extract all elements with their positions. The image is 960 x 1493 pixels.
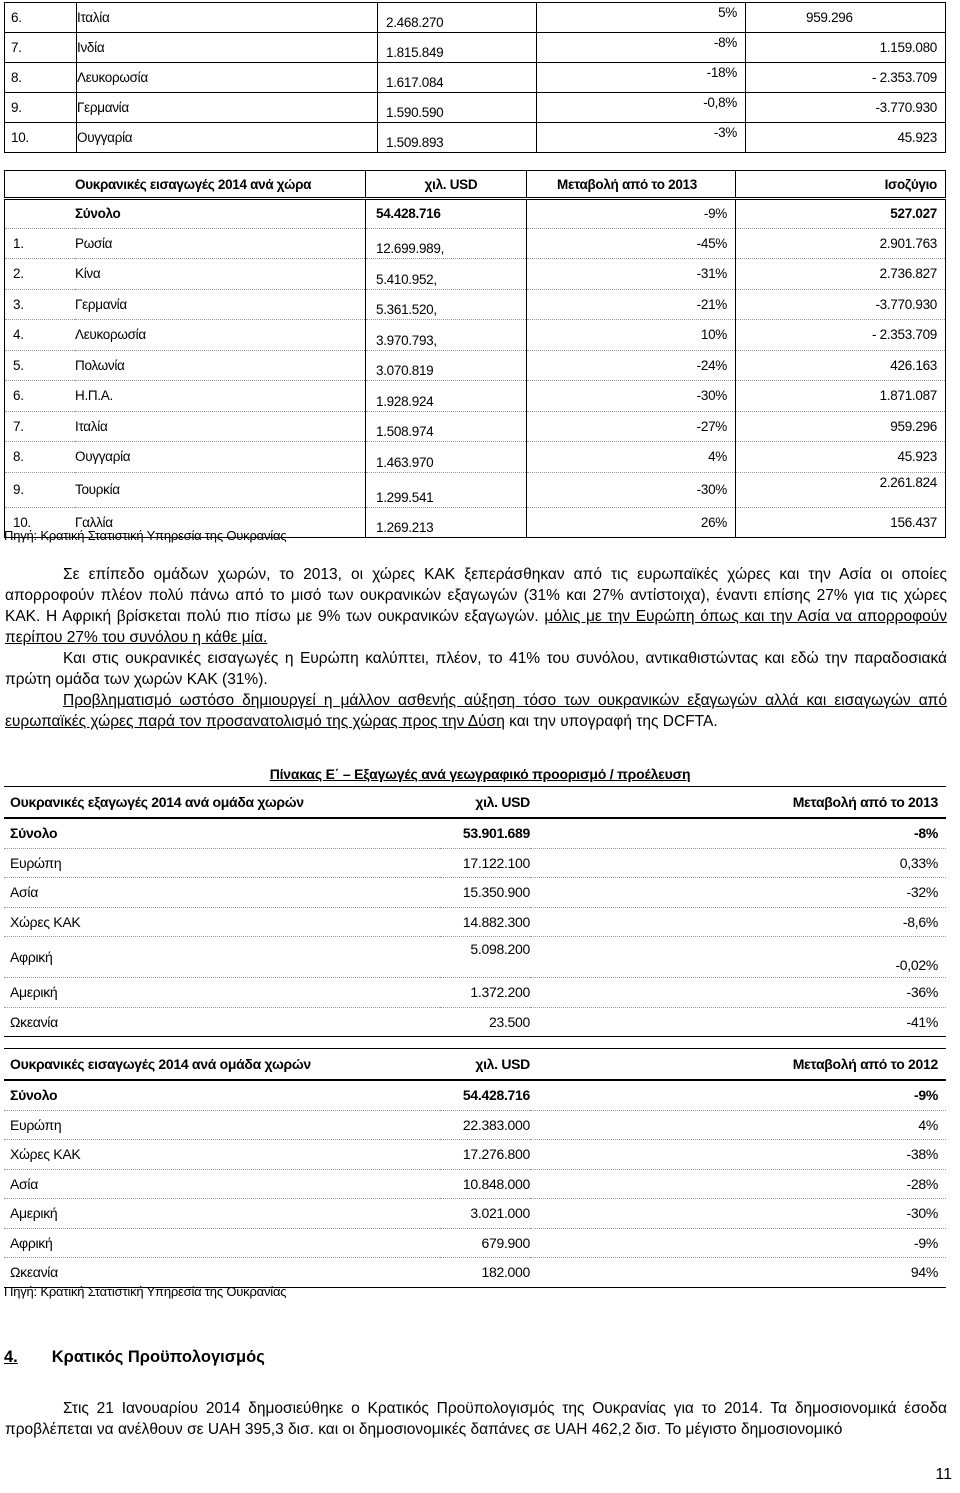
column-header: χιλ. USD <box>440 787 530 819</box>
source-note: Πηγή: Κρατική Στατιστική Υπηρεσία της Ουκρανίας <box>4 528 287 543</box>
column-header: Μεταβολή από το 2013 <box>530 787 946 819</box>
table-row: Αμερική 3.021.000 -30% <box>4 1199 946 1229</box>
paragraph-1c: μόλις με την Ευρώπη όπως και την Ασία να απορροφούν περίπου 27% του συνόλου η κάθε μία. <box>5 608 947 646</box>
paragraph-1b: Η Αφρική βρίσκεται πολύ πιο πίσω με 9% των ουκρανικών εξαγωγών. <box>46 608 539 625</box>
table-row: 6. Η.Π.Α. 1.928.924 -30% 1.871.087 <box>5 381 946 412</box>
imports-by-country-table <box>4 170 946 538</box>
table-header-row <box>4 1049 946 1081</box>
country-cell: Γερμανία <box>77 93 378 123</box>
table-row: 5. Πολωνία 3.070.819 -24% 426.163 <box>5 350 946 381</box>
table-row: 8. Ουγγαρία 1.463.970 4% 45.923 <box>5 442 946 473</box>
country-cell: Ινδία <box>77 33 378 63</box>
exports-by-group-table <box>4 786 946 1037</box>
table-row: 8. Λευκορωσία 1.617.084 -18% - 2.353.709 <box>5 63 946 93</box>
table-row: 7. Ιταλία 1.508.974 -27% 959.296 <box>5 411 946 442</box>
table-row: Ωκεανία 182.000 94% <box>4 1258 946 1288</box>
table-row: Αφρική 679.900 -9% <box>4 1228 946 1258</box>
table-row: 9. Γερμανία 1.590.590 -0,8% -3.770.930 <box>5 93 946 123</box>
budget-paragraph: Στις 21 Ιανουαρίου 2014 δημοσιεύθηκε ο Κρατικός Προϋπολογισμός της Ουκρανίας για το 2014. Τα δημοσιονομικά έσοδα προβλέπεται να ανέλθουν σε UAH 395,3 δισ. και οι δημοσιονομικές δαπάνες σε UAH 462,2 δισ. Το μέγιστο δημοσιονομικό <box>5 1400 947 1438</box>
column-header: Ουκρανικές εισαγωγές 2014 ανά ομάδα χωρών <box>4 1049 440 1081</box>
table-row: 1. Ρωσία 12.699.989, -45% 2.901.763 <box>5 228 946 259</box>
table-row: Ωκεανία 23.500 -41% <box>4 1007 946 1037</box>
column-header: Ουκρανικές εξαγωγές 2014 ανά ομάδα χωρών <box>4 787 440 819</box>
paragraph-1: Σε επίπεδο ομάδων χωρών, το 2013, οι χώρες ΚΑΚ ξεπεράσθηκαν από τις ευρωπαϊκές χώρες και την Ασία οι οποίες απορροφούν πλέον πολύ πάνω από το μισό των ουκρανικών εξαγωγών (31% και 27% αντίστοιχα), έναντι επίσης 27% για τις χώρες ΚΑΚ. <box>5 566 947 625</box>
table-row: 10. Ουγγαρία 1.509.893 -3% 45.923 <box>5 123 946 153</box>
table-row: Ευρώπη 22.383.000 4% <box>4 1110 946 1140</box>
page-number: 11 <box>935 1466 952 1483</box>
table-row: 6. Ιταλία 2.468.270 5% 959.296 <box>5 3 946 33</box>
table-row: 7. Ινδία 1.815.849 -8% 1.159.080 <box>5 33 946 63</box>
table-header-row <box>5 171 946 199</box>
table-row: Αφρική 5.098.200 -0,02% <box>4 937 946 978</box>
table-row: Χώρες ΚΑΚ 17.276.800 -38% <box>4 1140 946 1170</box>
table-row: 9. Τουρκία 1.299.541 -30% 2.261.824 <box>5 472 946 507</box>
table-row: 4. Λευκορωσία 3.970.793, 10% - 2.353.709 <box>5 320 946 351</box>
country-cell: Λευκορωσία <box>77 63 378 93</box>
column-header: χιλ. USD <box>366 171 527 199</box>
table-row: Ευρώπη 17.122.100 0,33% <box>4 848 946 878</box>
paragraph-3: Προβληματισμό ωστόσο δημιουργεί η μάλλον ασθενής αύξηση τόσο των ουκρανικών εξαγωγών αλλά και εισαγωγών από ευρωπαϊκές χώρες παρά τον προσανατολισμό της χώρας προς την Δύση και την υπογραφή της DCFTA. <box>5 692 947 730</box>
column-header: Ουκρανικές εισαγωγές 2014 ανά χώρα <box>75 171 366 199</box>
section-number: 4. <box>4 1348 18 1366</box>
column-header: Μεταβολή από το 2013 <box>527 171 736 199</box>
imports-by-group-table <box>4 1048 946 1288</box>
section-heading <box>4 1348 265 1367</box>
total-row: Σύνολο 53.901.689 -8% <box>4 818 946 848</box>
table-caption: Πίνακας Ε΄ – Εξαγωγές ανά γεωγραφικό προορισμό / προέλευση <box>269 766 691 782</box>
table-header-row <box>4 787 946 819</box>
column-header: χιλ. USD <box>440 1049 530 1081</box>
table-row: Αμερική 1.372.200 -36% <box>4 978 946 1008</box>
total-row: Σύνολο 54.428.716 -9% 527.027 <box>5 199 946 229</box>
section-title: Κρατικός Προϋπολογισμός <box>51 1348 265 1366</box>
table-row: 3. Γερμανία 5.361.520, -21% -3.770.930 <box>5 289 946 320</box>
table-row: 10. Γαλλία 1.269.213 26% 156.437 <box>5 507 946 538</box>
budget-text <box>5 1398 947 1440</box>
source-note: Πηγή: Κρατική Στατιστική Υπηρεσία της Ουκρανίας <box>4 1284 287 1299</box>
table-row: Ασία 15.350.900 -32% <box>4 878 946 908</box>
column-header: Ισοζύγιο <box>736 171 946 199</box>
country-cell: Ουγγαρία <box>77 123 378 153</box>
table-row: 2. Κίνα 5.410.952, -31% 2.736.827 <box>5 259 946 290</box>
total-row: Σύνολο 54.428.716 -9% <box>4 1080 946 1110</box>
top-country-table <box>4 2 946 153</box>
body-text <box>5 564 947 732</box>
country-cell: Ιταλία <box>77 3 378 33</box>
paragraph-2: Και στις ουκρανικές εισαγωγές η Ευρώπη καλύπτει, πλέον, το 41% του συνόλου, αντικαθιστώντας και εδώ την παραδοσιακά πρώτη ομάδα των χωρών ΚΑΚ (31%). <box>5 650 947 688</box>
column-header: Μεταβολή από το 2012 <box>530 1049 946 1081</box>
table-row: Χώρες ΚΑΚ 14.882.300 -8,6% <box>4 907 946 937</box>
table-row: Ασία 10.848.000 -28% <box>4 1169 946 1199</box>
